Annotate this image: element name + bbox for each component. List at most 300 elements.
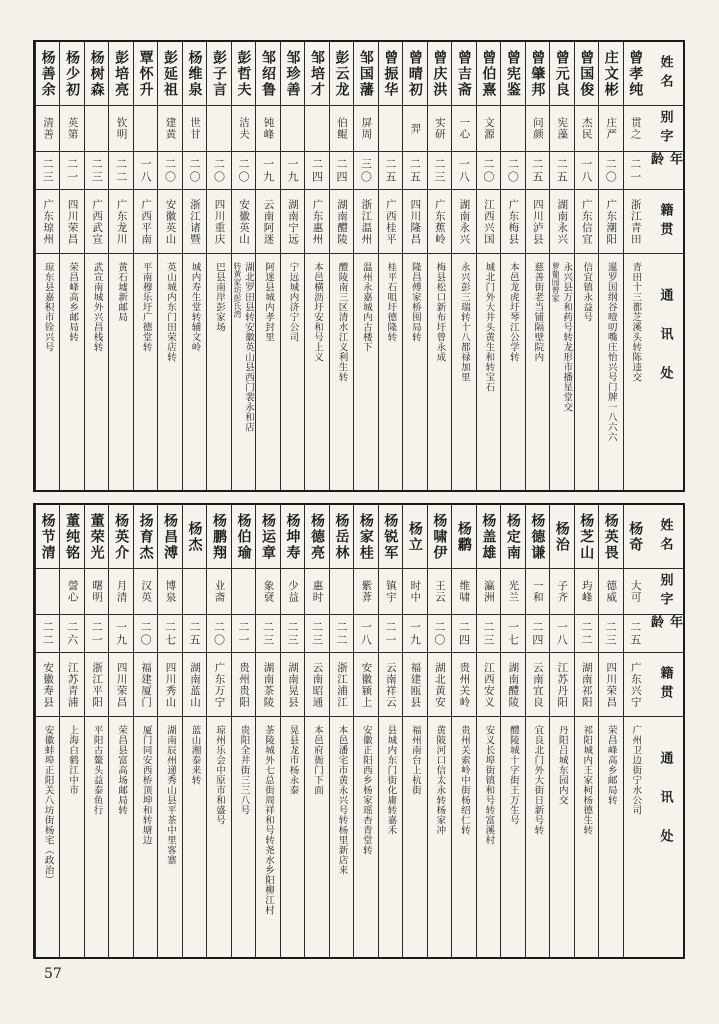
entry-name-text: 杨鹏翔	[211, 512, 228, 561]
column-header-label: 籍贯	[657, 665, 673, 704]
entry-age-text: 一九	[261, 157, 275, 184]
entry-courtesy-name-text: 一心	[458, 117, 471, 140]
entry-name-text: 曾国俊	[578, 49, 595, 98]
entry-address	[183, 717, 206, 957]
entry-age-text: 二四	[334, 157, 348, 184]
entry-native-place	[379, 653, 402, 717]
entry-age	[36, 615, 59, 653]
entry-age-text: 二一	[237, 620, 250, 647]
entry-name-text: 杨英介	[113, 512, 130, 561]
entry-age-text: 一七	[506, 620, 520, 647]
entry-native-place-text: 湖南宁远	[286, 198, 299, 245]
entry-name	[354, 42, 377, 106]
entry-name	[501, 505, 524, 569]
entry-native-place-text: 安徽英山	[164, 198, 177, 245]
entry-courtesy-name	[183, 106, 206, 152]
entry-column	[525, 42, 549, 490]
entry-address-text: 广州卫边街宁水公司	[630, 725, 642, 815]
entry-courtesy-name-text: 曙明	[91, 580, 104, 603]
entry-column	[84, 505, 108, 957]
entry-native-place	[183, 653, 206, 717]
entry-courtesy-name	[85, 106, 108, 152]
entry-name	[232, 42, 255, 106]
entry-age	[281, 615, 304, 653]
entry-address-text: 厦门同安西桥顶坤和转塘边	[140, 725, 152, 845]
entry-address	[109, 717, 132, 957]
entry-address	[36, 717, 59, 957]
entry-column	[476, 505, 500, 957]
entry-age	[452, 615, 475, 653]
entry-name-text: 杨伯瑜	[235, 512, 252, 561]
entry-name-text: 董纯铭	[64, 512, 81, 561]
entry-courtesy-name-text: 镇宇	[384, 580, 397, 603]
entry-age	[354, 152, 377, 190]
entry-age-text: 一九	[408, 620, 422, 647]
entry-address-text: 暹罗国纲谷噎叨嘴庄怡兴号门牌一八六六	[605, 262, 617, 442]
entry-courtesy-name	[354, 569, 377, 615]
entry-name	[403, 42, 426, 106]
entry-courtesy-name	[550, 106, 573, 152]
entry-address-text: 桂平石咀圩德隆转	[385, 262, 397, 342]
entry-name	[550, 505, 573, 569]
entry-native-place-text: 广东蕉岭	[433, 198, 446, 245]
entry-age-text: 二一	[383, 620, 397, 647]
entry-name-text: 杨节清	[39, 512, 56, 561]
column-header-label: 年龄	[648, 615, 682, 634]
entry-address-text: 琼州乐会中原市和盛号	[214, 725, 226, 825]
entry-native-place-text: 湖南醴陵	[507, 661, 520, 708]
entry-address-text: 英山城内东门田荣店转	[165, 262, 177, 362]
entry-column	[35, 505, 59, 957]
entry-column	[476, 42, 500, 490]
entry-name	[36, 505, 59, 569]
entry-age-text: 二〇	[432, 620, 446, 647]
entry-address	[256, 717, 279, 957]
entry-native-place-text: 江苏丹阳	[556, 661, 569, 708]
entry-address-text: 永兴县万和药号转龙形市播星堂交	[561, 262, 573, 412]
entry-column	[549, 42, 573, 490]
entry-name	[330, 505, 353, 569]
entry-native-place-text: 广东万宁	[213, 661, 226, 708]
entry-name-text: 杨啸伊	[431, 512, 448, 561]
entry-age-text: 二三	[261, 620, 275, 647]
entry-address-text: 安义长埠街镇和号转富溪村	[483, 725, 495, 845]
entry-courtesy-name-text: 清善	[42, 117, 55, 140]
entry-native-place-text: 浙江平阳	[91, 661, 104, 708]
entry-name	[60, 505, 83, 569]
entry-name	[452, 42, 475, 106]
entry-native-place	[501, 190, 524, 254]
entry-address	[158, 254, 181, 490]
column-header-0	[647, 42, 683, 106]
entry-address-text: 本邑龙虎圩琴江公学转	[507, 262, 519, 362]
entry-native-place	[575, 190, 598, 254]
entry-column	[353, 42, 377, 490]
entry-courtesy-name-text: 庄严	[605, 117, 618, 140]
entry-courtesy-name	[477, 106, 500, 152]
entry-native-place-text: 广西桂平	[384, 198, 397, 245]
entry-address-text: 琼东县嘉积市铨兴号	[42, 262, 54, 352]
entry-courtesy-name	[134, 106, 157, 152]
entry-column	[59, 505, 83, 957]
entry-courtesy-name	[305, 106, 328, 152]
entry-name-text: 杨定南	[504, 512, 521, 561]
entry-address	[134, 254, 157, 490]
entry-native-place-text: 湖南晃县	[286, 661, 299, 708]
entry-column	[427, 505, 451, 957]
entry-native-place	[624, 190, 647, 254]
entry-courtesy-name	[624, 569, 647, 615]
entry-address-text: 荣昌县富高场邮局转	[116, 725, 128, 815]
entry-native-place-text: 云南宜良	[531, 661, 544, 708]
entry-name-text: 杨家桂	[357, 512, 374, 561]
entry-column	[206, 42, 230, 490]
entry-native-place-text: 浙江诸暨	[189, 198, 202, 245]
entry-column	[280, 505, 304, 957]
entry-address	[207, 717, 230, 957]
entry-age-text: 二〇	[212, 157, 226, 184]
entry-native-place	[60, 190, 83, 254]
entry-address	[330, 254, 353, 490]
entry-native-place-text: 广西平南	[140, 198, 153, 245]
entry-column	[378, 505, 402, 957]
entry-name-text: 曾庆洪	[431, 49, 448, 98]
entry-courtesy-name	[501, 106, 524, 152]
entry-courtesy-name-text: 杰民	[580, 117, 593, 140]
entry-column	[133, 505, 157, 957]
entry-address	[501, 254, 524, 490]
entry-name	[183, 42, 206, 106]
entry-name	[134, 505, 157, 569]
entry-native-place-text: 云南祥云	[384, 661, 397, 708]
entry-courtesy-name	[403, 106, 426, 152]
entry-name	[281, 505, 304, 569]
entry-address	[207, 254, 230, 490]
entry-name-text: 杨立	[406, 520, 423, 553]
entry-native-place-text: 浙江浦江	[335, 661, 348, 708]
entry-address	[428, 717, 451, 957]
entry-address-text: 城北门外大井头黄生和转宝石	[483, 262, 495, 392]
entry-age	[60, 615, 83, 653]
entry-native-place	[134, 653, 157, 717]
entry-address	[354, 254, 377, 490]
entry-age-text: 二三	[310, 620, 324, 647]
entry-address-text: 丹阳吕城东园内交	[556, 725, 568, 805]
entry-name	[232, 505, 255, 569]
entry-age	[501, 615, 524, 653]
entry-column	[353, 505, 377, 957]
entry-address	[36, 254, 59, 490]
entry-name-text: 杨昌溥	[162, 512, 179, 561]
entry-age-text: 三〇	[359, 157, 373, 184]
entry-courtesy-name-text: 问颜	[531, 117, 544, 140]
entry-address-text: 福州南台上杭街	[409, 725, 421, 795]
entry-age	[109, 152, 132, 190]
entry-column	[231, 42, 255, 490]
entry-address-text: 贵州关索岭中街杨绍仁转	[458, 725, 470, 835]
entry-native-place	[550, 190, 573, 254]
entry-courtesy-name-text: 象裦	[262, 580, 275, 603]
entry-native-place	[526, 653, 549, 717]
entry-native-place	[85, 190, 108, 254]
entry-name-text: 彭哲夫	[235, 49, 252, 98]
entry-name-text: 杨锐军	[382, 512, 399, 561]
entry-native-place-text: 浙江青田	[629, 198, 642, 245]
entry-address	[354, 717, 377, 957]
entry-column	[574, 42, 598, 490]
entry-column	[206, 505, 230, 957]
entry-column	[451, 505, 475, 957]
entry-address	[575, 717, 598, 957]
entry-courtesy-name	[109, 106, 132, 152]
entry-age	[232, 615, 255, 653]
entry-address-note: 转黄家坊彭氏湾	[233, 262, 242, 318]
entry-courtesy-name	[452, 569, 475, 615]
entry-native-place-text: 安徽英山	[238, 198, 250, 245]
entry-address-text: 贵阳全井街三三八号	[238, 725, 250, 815]
entry-address	[158, 717, 181, 957]
entry-native-place	[109, 190, 132, 254]
entry-age-text: 二三	[90, 157, 104, 184]
entry-address	[428, 254, 451, 490]
entry-native-place	[354, 653, 377, 717]
entry-age-text: 二三	[41, 157, 55, 184]
directory-table-top	[33, 40, 685, 492]
entry-age	[379, 152, 402, 190]
entry-courtesy-name	[158, 106, 181, 152]
entry-courtesy-name-text: 时中	[409, 580, 422, 603]
entry-courtesy-name-text: 文源	[482, 117, 495, 140]
entry-column	[451, 42, 475, 490]
entry-courtesy-name	[403, 569, 426, 615]
entry-age	[624, 152, 647, 190]
entry-address	[330, 717, 353, 957]
entry-age	[599, 152, 622, 190]
column-header-label: 通讯处	[657, 288, 673, 405]
entry-name	[256, 505, 279, 569]
entry-name-text: 杨维泉	[186, 49, 203, 98]
entry-age	[550, 615, 573, 653]
column-header-1	[647, 106, 683, 152]
entry-courtesy-name	[575, 106, 598, 152]
column-header-0	[647, 505, 683, 569]
entry-name	[60, 42, 83, 106]
entry-name-text: 彭子言	[211, 49, 228, 98]
entry-name-text: 杨树森	[88, 49, 105, 98]
entry-courtesy-name-text: 伯鲲	[335, 117, 348, 140]
entry-courtesy-name	[134, 569, 157, 615]
entry-address-text: 城内寿生堂转辅文岭	[189, 262, 201, 352]
entry-courtesy-name	[599, 569, 622, 615]
entry-address-text: 荣昌峰高乡邮局转	[605, 725, 617, 805]
entry-native-place-text: 贵州贵阳	[238, 661, 250, 708]
entry-native-place-text: 福建厦门	[140, 661, 153, 708]
entry-age	[305, 152, 328, 190]
entry-age	[526, 615, 549, 653]
entry-age-text: 一九	[285, 157, 299, 184]
entry-native-place	[256, 190, 279, 254]
entry-column	[182, 42, 206, 490]
entry-courtesy-name-text: 钝峰	[262, 117, 275, 140]
entry-courtesy-name	[428, 106, 451, 152]
entry-name-text: 杨盖雄	[480, 512, 497, 561]
entry-name	[109, 505, 132, 569]
entry-age	[354, 615, 377, 653]
entry-address-text: 本邑潘宅市黄永兴号转杨里新店来	[336, 725, 348, 875]
entry-courtesy-name	[526, 106, 549, 152]
entry-native-place	[330, 653, 353, 717]
entry-courtesy-name	[550, 569, 573, 615]
column-header-2	[647, 152, 683, 190]
entry-age-text: 二〇	[163, 157, 177, 184]
entry-name	[305, 505, 328, 569]
entry-column	[402, 42, 426, 490]
entry-age-text: 二三	[481, 620, 495, 647]
entry-name-text: 杨德亮	[308, 512, 325, 561]
entry-address	[501, 717, 524, 957]
entry-name	[452, 505, 475, 569]
entry-courtesy-name-text: 英第	[66, 117, 79, 140]
entry-native-place	[36, 653, 59, 717]
entry-courtesy-name	[207, 106, 230, 152]
entry-courtesy-name	[109, 569, 132, 615]
header-column	[647, 42, 683, 490]
entry-courtesy-name-text: 大可	[629, 580, 642, 603]
entry-name	[281, 42, 304, 106]
column-header-2	[647, 615, 683, 653]
entry-age	[330, 152, 353, 190]
entry-address-text: 黄石墟新邮局	[116, 262, 128, 322]
entry-native-place	[232, 190, 255, 254]
entry-address	[403, 717, 426, 957]
entry-age-text: 二四	[457, 620, 471, 647]
entry-age	[403, 615, 426, 653]
entry-courtesy-name	[36, 106, 59, 152]
entry-address-text: 湖南辰州递秀山县平茶中里客寨	[165, 725, 177, 865]
entry-native-place-text: 江西兴国	[482, 198, 495, 245]
entry-address-text: 阿迷县城内孝封里	[262, 262, 274, 342]
entry-address	[452, 717, 475, 957]
entry-age-text: 二五	[530, 157, 544, 184]
entry-address-text: 青田十三都芝溪头转陈逵交	[630, 262, 642, 382]
entry-native-place	[158, 190, 181, 254]
entry-address-text: 温州永嘉城内古楼下	[360, 262, 372, 352]
entry-age	[207, 615, 230, 653]
entry-age	[452, 152, 475, 190]
entry-courtesy-name-text: 实研	[433, 117, 446, 140]
entry-courtesy-name	[85, 569, 108, 615]
entry-name-text: 杨德谦	[529, 512, 546, 561]
entry-name-text: 曾晴初	[406, 49, 423, 98]
entry-native-place	[379, 190, 402, 254]
entry-address	[232, 254, 255, 490]
entry-courtesy-name	[207, 569, 230, 615]
entry-native-place	[330, 190, 353, 254]
entry-name	[624, 505, 647, 569]
entry-native-place-text: 四川荣昌	[66, 198, 79, 245]
entry-courtesy-name-text: 玙峰	[580, 580, 593, 603]
entry-name	[183, 505, 206, 569]
entry-age	[379, 615, 402, 653]
entry-courtesy-name	[232, 569, 255, 615]
column-header-label: 姓名	[657, 54, 673, 93]
entry-address	[85, 254, 108, 490]
entry-courtesy-name	[379, 106, 402, 152]
entry-courtesy-name-text: 屏周	[360, 117, 373, 140]
entry-age-text: 二四	[530, 620, 544, 647]
entry-column	[157, 42, 181, 490]
entry-native-place-text: 福建瓯县	[409, 661, 422, 708]
entry-courtesy-name	[256, 106, 279, 152]
entry-name-text: 曾吉斋	[455, 49, 472, 98]
entry-address	[183, 254, 206, 490]
entry-name-text: 庄文彬	[602, 49, 619, 98]
entry-age-text: 二〇	[481, 157, 495, 184]
entry-address-text: 慈善街老当铺隔壁院内	[532, 262, 544, 362]
column-header-label: 籍贯	[657, 202, 673, 241]
column-header-4	[647, 254, 683, 490]
entry-native-place-text: 广东梅县	[507, 198, 520, 245]
entry-native-place	[109, 653, 132, 717]
entry-courtesy-name	[281, 106, 304, 152]
entry-address	[624, 717, 647, 957]
entry-name-text: 杨少初	[64, 49, 81, 98]
entry-native-place-text: 湖南永兴	[458, 198, 471, 245]
entry-age-text: 二七	[163, 620, 177, 647]
entry-age-text: 二〇	[604, 157, 618, 184]
entry-native-place	[305, 190, 328, 254]
entry-age-text: 二二	[579, 620, 593, 647]
entry-courtesy-name-text: 一和	[531, 580, 544, 603]
entry-age-text: 二〇	[506, 157, 520, 184]
entry-courtesy-name	[305, 569, 328, 615]
entry-name	[599, 42, 622, 106]
entry-name	[85, 42, 108, 106]
entry-address-text: 宜良北门外大街日新号转	[532, 725, 544, 835]
entry-courtesy-name	[599, 106, 622, 152]
entry-age	[158, 615, 181, 653]
entry-courtesy-name	[256, 569, 279, 615]
entry-native-place-text: 云南昭通	[311, 661, 324, 708]
entry-name	[526, 42, 549, 106]
entry-native-place-text: 四川荣昌	[115, 661, 128, 708]
entry-native-place	[36, 190, 59, 254]
entry-native-place	[526, 190, 549, 254]
entry-address	[134, 717, 157, 957]
entry-age	[428, 152, 451, 190]
entry-address-text: 永兴彭三瑞转十八都禄加里	[458, 262, 470, 382]
entry-native-place	[281, 653, 304, 717]
entry-age	[207, 152, 230, 190]
entry-column	[35, 42, 59, 490]
entry-column	[304, 42, 328, 490]
header-column	[647, 505, 683, 957]
entry-age-text: 二〇	[139, 620, 153, 647]
entry-age	[281, 152, 304, 190]
entry-address-text: 隆昌傅家桥囤局转	[409, 262, 421, 342]
entry-native-place	[158, 653, 181, 717]
entry-native-place	[599, 653, 622, 717]
entry-column	[255, 42, 279, 490]
entry-address	[526, 254, 549, 490]
entry-column	[231, 505, 255, 957]
entry-column	[84, 42, 108, 490]
entry-native-place-text: 湖南祁阳	[580, 661, 593, 708]
entry-name	[85, 505, 108, 569]
entry-name-text: 曾宪鉴	[504, 49, 521, 98]
entry-column	[500, 505, 524, 957]
entry-native-place	[403, 190, 426, 254]
